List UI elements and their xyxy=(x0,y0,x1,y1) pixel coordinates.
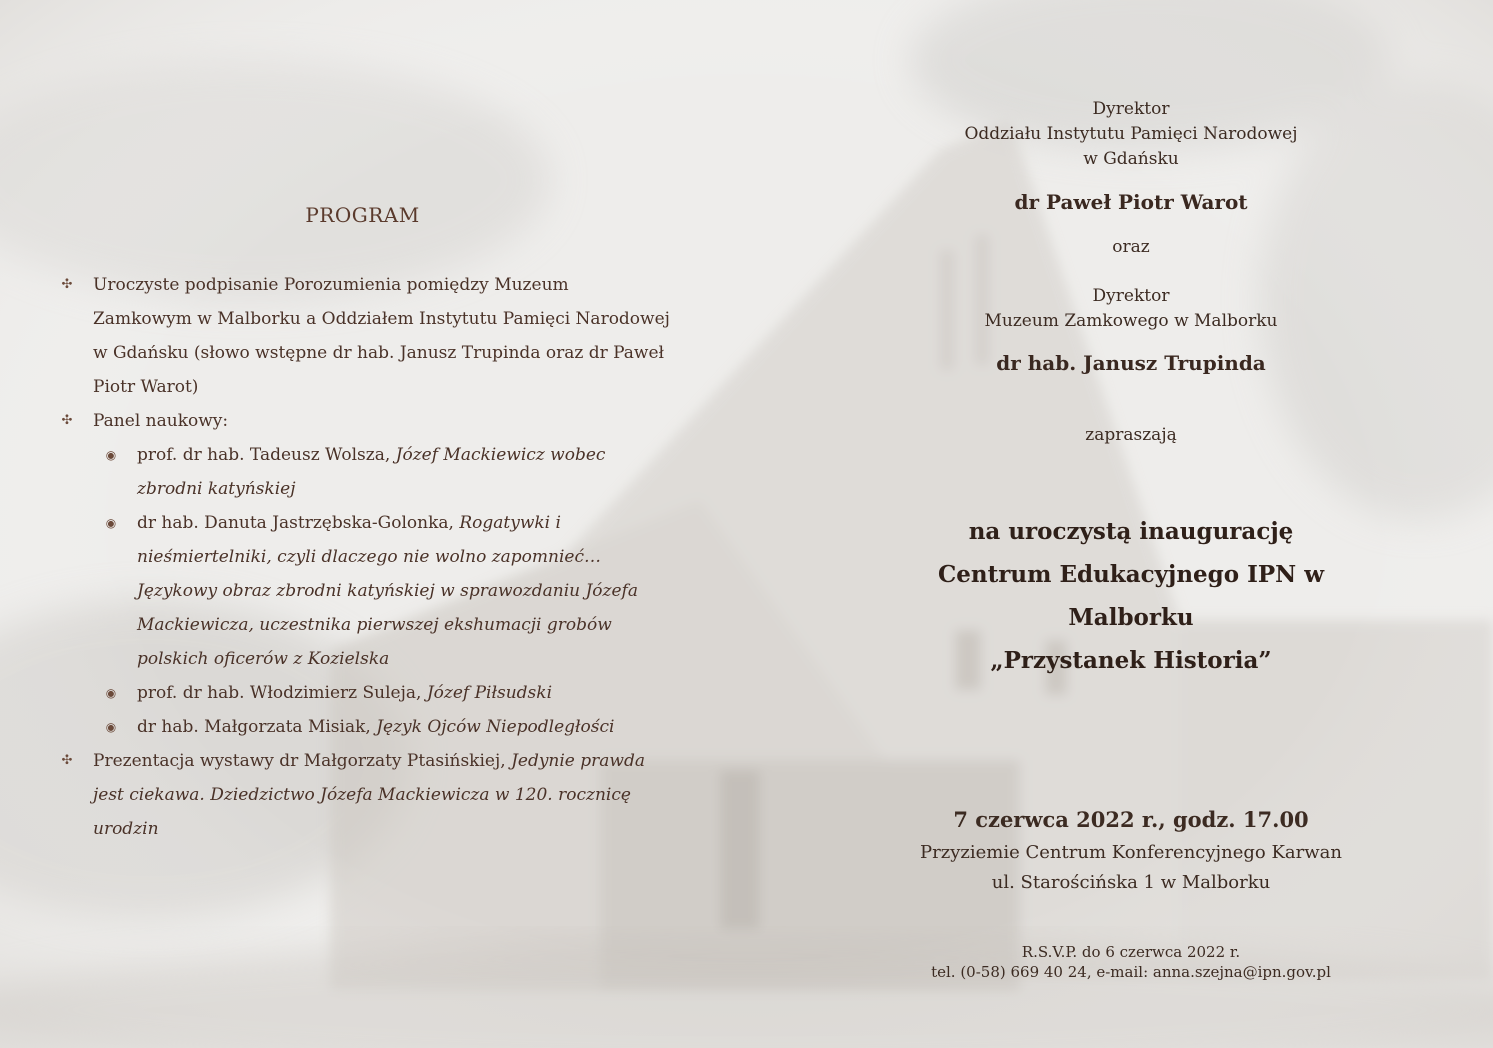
headline-line1: na uroczystą inaugurację xyxy=(968,518,1294,545)
host1-org-line1: Oddziału Instytutu Pamięci Narodowej xyxy=(964,124,1298,144)
lecture-title: Józef Mackiewicz wobec zbrodni katyńskiej xyxy=(137,445,606,499)
panel-speaker-item xyxy=(60,506,670,676)
speaker-name: prof. dr hab. Tadeusz Wolsza, xyxy=(137,445,396,465)
panel-speaker-item xyxy=(60,710,670,744)
host1-name: dr Paweł Piotr Warot xyxy=(1014,190,1248,214)
headline-line3: „Przystanek Historia” xyxy=(990,647,1272,674)
panel-speakers-list xyxy=(60,438,670,744)
venue-line1: Przyziemie Centrum Konferencyjnego Karwan xyxy=(920,842,1342,863)
speaker-name: prof. dr hab. Włodzimierz Suleja, xyxy=(137,683,427,703)
program-item-text: Prezentacja wystawy dr Małgorzaty Ptasińskiej, xyxy=(93,751,512,771)
ornament-bullet-icon: ✣ xyxy=(61,277,73,292)
dot-bullet-icon: ◉ xyxy=(105,448,117,462)
headline-line2: Centrum Edukacyjnego IPN w Malborku xyxy=(937,561,1324,631)
exhibition-title: Jedynie prawda jest ciekawa. Dziedzictwo Józefa Mackiewicza w 120. rocznicę urodzin xyxy=(93,751,645,839)
ornament-bullet-icon: ✣ xyxy=(61,413,73,428)
host1-org-line2: w Gdańsku xyxy=(1083,149,1179,169)
venue-line2: ul. Starościńska 1 w Malborku xyxy=(991,872,1271,893)
program-title: PROGRAM xyxy=(305,203,420,227)
rsvp-block xyxy=(880,942,1382,982)
program-item-signing xyxy=(60,268,670,404)
host2-name: dr hab. Janusz Trupinda xyxy=(996,351,1266,375)
conjunction: oraz xyxy=(1112,237,1150,257)
program-list xyxy=(60,268,670,846)
program-item-text: Panel naukowy: xyxy=(93,411,229,431)
dot-bullet-icon: ◉ xyxy=(105,720,117,734)
panel-speaker-item xyxy=(60,676,670,710)
host1-block xyxy=(880,97,1382,172)
event-date: 7 czerwca 2022 r., godz. 17.00 xyxy=(953,807,1309,832)
host2-org: Muzeum Zamkowego w Malborku xyxy=(984,311,1278,331)
dot-bullet-icon: ◉ xyxy=(105,686,117,700)
lecture-title: Józef Piłsudski xyxy=(426,683,553,703)
rsvp-deadline: R.S.V.P. do 6 czerwca 2022 r. xyxy=(1021,943,1241,961)
speaker-name: dr hab. Małgorzata Misiak, xyxy=(137,717,377,737)
host2-role: Dyrektor xyxy=(1092,286,1170,306)
program-item-text: Uroczyste podpisanie Porozumienia pomiędzy Muzeum Zamkowym w Malborku a Oddziałem Instytutu Pamięci Narodowej w Gdańsku (słowo wstępne dr hab. Janusz Trupinda oraz dr Paweł Piotr Warot) xyxy=(93,275,670,397)
venue-block xyxy=(880,838,1382,898)
host2-block xyxy=(880,284,1382,334)
speaker-name: dr hab. Danuta Jastrzębska-Golonka, xyxy=(137,513,460,533)
lecture-title: Język Ojców Niepodległości xyxy=(376,717,615,737)
invite-verb: zapraszają xyxy=(1085,425,1177,445)
program-item-panel xyxy=(60,404,670,438)
event-headline xyxy=(880,510,1382,682)
dot-bullet-icon: ◉ xyxy=(105,516,117,530)
rsvp-contact: tel. (0-58) 669 40 24, e-mail: anna.szejna@ipn.gov.pl xyxy=(931,963,1331,981)
host1-role: Dyrektor xyxy=(1092,99,1170,119)
ornament-bullet-icon: ✣ xyxy=(61,753,73,768)
program-item-exhibition xyxy=(60,744,670,846)
panel-speaker-item xyxy=(60,438,670,506)
lecture-title: Rogatywki i nieśmiertelniki, czyli dlaczego nie wolno zapomnieć… Językowy obraz zbrodni katyńskiej w sprawozdaniu Józefa Mackiewicza, uczestnika pierwszej ekshumacji grobów polskich oficerów z Kozielska xyxy=(137,513,638,669)
